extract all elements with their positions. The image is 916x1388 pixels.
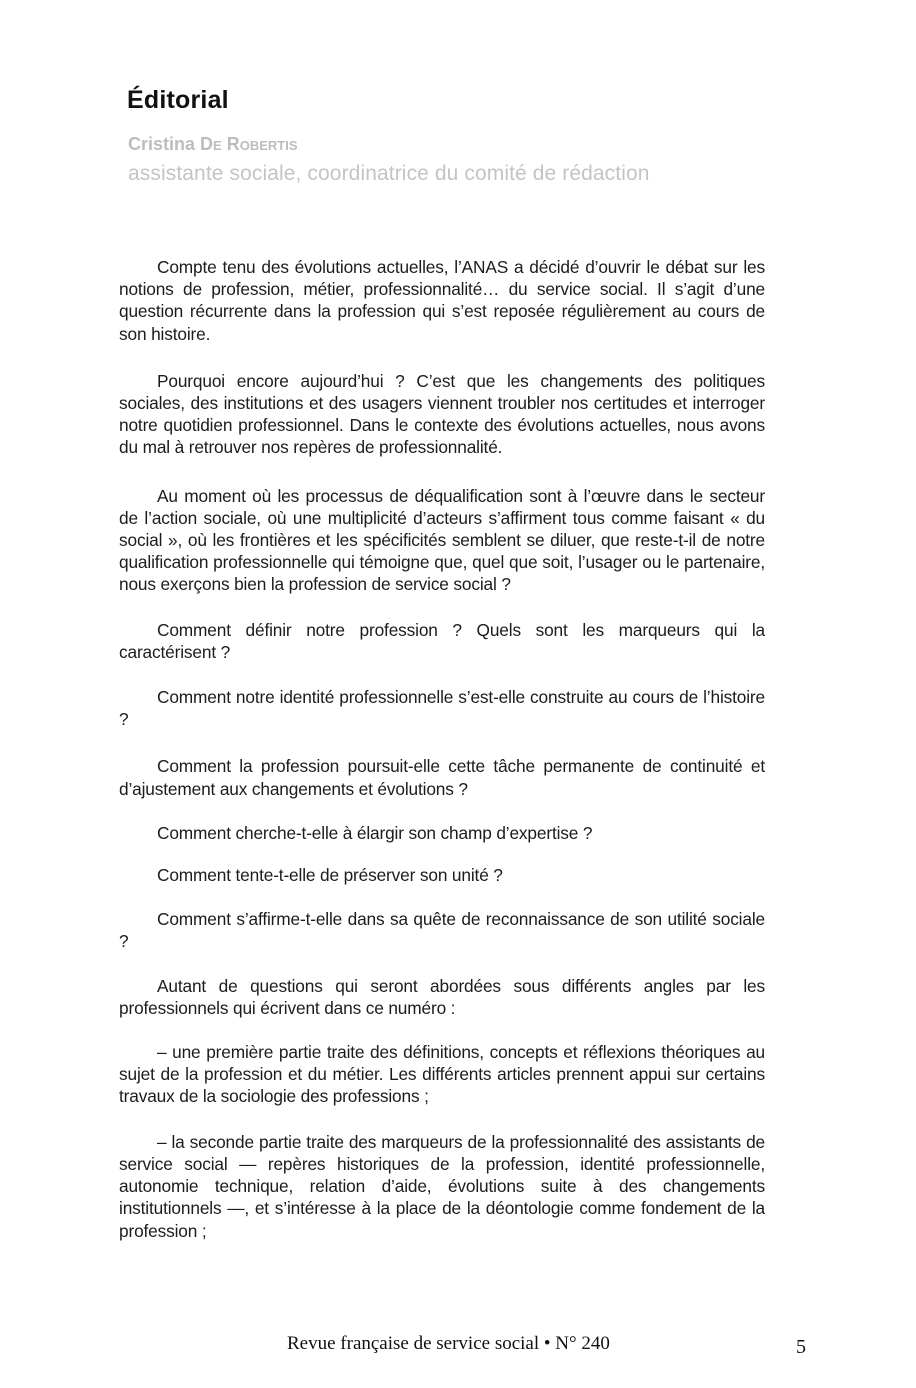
paragraph: Comment définir notre profession ? Quels sont les marqueurs qui la caractérisent ? [119,619,765,662]
paragraph: Comment notre identité professionnelle s’est-elle construite au cours de l’histoire ? [119,687,765,730]
author-first-name: Cristina [128,134,201,154]
paragraph: Comment tente-t-elle de préserver son unité ? [157,865,503,886]
author-role: assistante sociale, coordinatrice du comité de rédaction [128,162,650,185]
author-last-name: De Robertis [200,134,298,154]
paragraph: Autant de questions qui seront abordées sous différents angles par les professionnels qui écrivent dans ce numéro : [119,975,765,1018]
paragraph: Comment cherche-t-elle à élargir son champ d’expertise ? [157,822,593,843]
paragraph: Comment la profession poursuit-elle cette tâche permanente de continuité et d’ajustement aux changements et évolutions ? [119,756,765,799]
paragraph: Comment s’affirme-t-elle dans sa quête de reconnaissance de son utilité sociale ? [119,909,765,952]
list-item: – la seconde partie traite des marqueurs de la professionnalité des assistants de service social — repères historiques de la profession, identité professionnelle, autonomie technique, relation d’aide, évolutions suite à des changements institutionnels —, et s’intéresse à la place de la déontologie comme fondement de la profession ; [119,1131,765,1241]
paragraph: Compte tenu des évolutions actuelles, l’ANAS a décidé d’ouvrir le débat sur les notions de profession, métier, professionnalité… du service social. Il s’agit d’une question récurrente dans la profession qui s’est reposée régulièrement au cours de son histoire. [119,257,765,344]
editorial-body [119,256,765,1242]
journal-footer: Revue française de service social • N° 240 [287,1333,610,1354]
page-number: 5 [796,1336,806,1358]
paragraph: Pourquoi encore aujourd’hui ? C’est que les changements des politiques sociales, des institutions et des usagers viennent troubler nos certitudes et interroger notre quotidien professionnel. Dans le contexte des évolutions actuelles, nous avons du mal à retrouver nos repères de professionnalité. [119,370,765,458]
author-name [128,134,297,155]
list-item: – une première partie traite des définitions, concepts et réflexions théoriques au sujet de la profession et du métier. Les différents articles prennent appui sur certains travaux de la sociologie des professions ; [119,1042,765,1107]
editorial-title: Éditorial [127,86,229,114]
paragraph: Au moment où les processus de déqualification sont à l’œuvre dans le secteur de l’action sociale, où une multiplicité d’acteurs s’affirment tous comme faisant « du social », où les frontières et les spécificités semblent se diluer, que reste-t-il de notre qualification professionnelle qui témoigne que, quel que soit, l’usager ou le partenaire, nous exerçons bien la profession de service social ? [119,485,765,595]
